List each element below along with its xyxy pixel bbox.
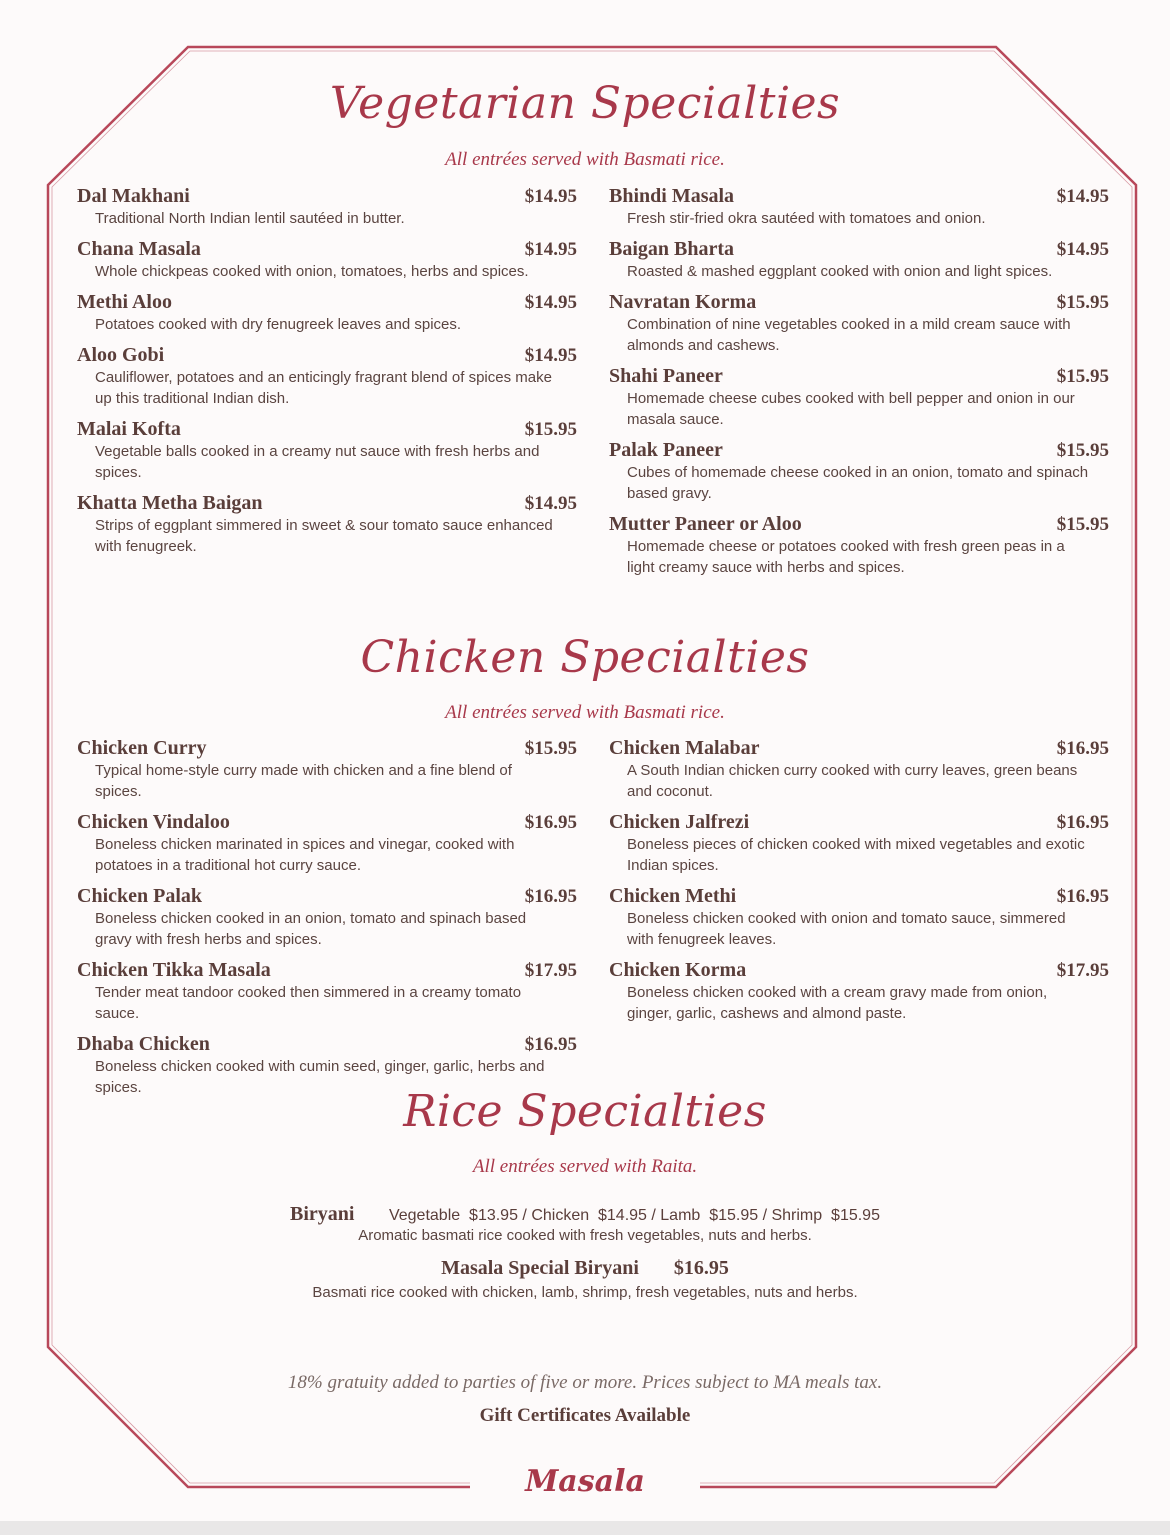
chicken-left-column — [77, 737, 577, 1107]
menu-item — [77, 291, 577, 335]
menu-item-price: $16.95 — [1056, 886, 1109, 907]
menu-item — [77, 737, 577, 802]
menu-item-price: $14.95 — [524, 186, 577, 207]
menu-item-header — [77, 238, 577, 261]
menu-item — [77, 885, 577, 950]
menu-item — [77, 418, 577, 483]
menu-item-header — [609, 238, 1109, 261]
menu-item-description: Boneless chicken cooked in an onion, tomato and spinach based gravy with fresh herbs and spices. — [95, 910, 527, 948]
brand-logo: Masala — [525, 1464, 645, 1499]
menu-item — [77, 238, 577, 282]
menu-item — [609, 885, 1109, 950]
menu-item-name: Chana Masala — [77, 238, 201, 260]
menu-item-description: Tender meat tandoor cooked then simmered in a creamy tomato sauce. — [95, 984, 522, 1022]
menu-item-description: Cauliflower, potatoes and an enticingly fragrant blend of spices make up this traditional Indian dish. — [95, 369, 552, 407]
menu-item-description: Boneless pieces of chicken cooked with mixed vegetables and exotic Indian spices. — [627, 836, 1085, 874]
menu-item-header — [77, 885, 577, 908]
menu-item — [77, 811, 577, 876]
menu-item-name: Khatta Metha Baigan — [77, 492, 263, 514]
menu-item — [77, 344, 577, 409]
menu-item-name: Baigan Bharta — [609, 238, 735, 260]
menu-item — [609, 737, 1109, 802]
menu-item — [609, 439, 1109, 504]
vegetarian-left-column — [77, 185, 577, 566]
menu-item-price: $16.95 — [1056, 812, 1109, 833]
menu-item-header — [609, 439, 1109, 462]
menu-item-name: Shahi Paneer — [609, 365, 723, 387]
menu-item-name: Chicken Palak — [77, 885, 203, 907]
menu-item-description: Roasted & mashed eggplant cooked with onion and light spices. — [627, 263, 1053, 280]
menu-item-price: $14.95 — [1056, 239, 1109, 260]
menu-item-price: $15.95 — [524, 738, 577, 759]
menu-item-name: Palak Paneer — [609, 439, 723, 461]
menu-item-name: Chicken Methi — [609, 885, 737, 907]
menu-item-name: Bhindi Masala — [609, 185, 735, 207]
menu-item-name: Chicken Korma — [609, 959, 747, 981]
menu-item-header — [609, 513, 1109, 536]
special-biryani-description: Basmati rice cooked with chicken, lamb, shrimp, fresh vegetables, nuts and herbs. — [312, 1284, 858, 1301]
menu-item-description: Combination of nine vegetables cooked in a mild cream sauce with almonds and cashews. — [627, 316, 1071, 354]
chicken-note: All entrées served with Basmati rice. — [445, 702, 725, 723]
menu-item-price: $15.95 — [1056, 366, 1109, 387]
menu-item-price: $14.95 — [524, 292, 577, 313]
menu-item-description: Typical home-style curry made with chicken and a fine blend of spices. — [95, 762, 512, 800]
special-biryani-line — [0, 1257, 1170, 1280]
menu-item-description: Traditional North Indian lentil sautéed in butter. — [95, 210, 405, 227]
menu-item-header — [77, 737, 577, 760]
menu-item-price: $14.95 — [524, 345, 577, 366]
menu-item — [609, 238, 1109, 282]
page-bottom-strip — [0, 1521, 1170, 1535]
menu-item-description: Homemade cheese or potatoes cooked with fresh green peas in a light creamy sauce with herbs and spices. — [627, 538, 1065, 576]
menu-item-header — [609, 365, 1109, 388]
vegetarian-right-column — [609, 185, 1109, 587]
menu-item-price: $16.95 — [1056, 738, 1109, 759]
menu-item-name: Navratan Korma — [609, 291, 757, 313]
menu-item-description: A South Indian chicken curry cooked with curry leaves, green beans and coconut. — [627, 762, 1078, 800]
menu-item — [609, 513, 1109, 578]
menu-item-description: Homemade cheese cubes cooked with bell pepper and onion in our masala sauce. — [627, 390, 1075, 428]
menu-item-header — [609, 291, 1109, 314]
menu-item-header — [609, 811, 1109, 834]
menu-item-name: Mutter Paneer or Aloo — [609, 513, 802, 535]
menu-item-price: $16.95 — [524, 1034, 577, 1055]
menu-item-description: Vegetable balls cooked in a creamy nut sauce with fresh herbs and spices. — [95, 443, 540, 481]
biryani-line — [0, 1203, 1170, 1226]
menu-item-header — [77, 811, 577, 834]
menu-item-name: Chicken Vindaloo — [77, 811, 230, 833]
menu-item — [609, 959, 1109, 1024]
menu-item-description: Potatoes cooked with dry fenugreek leaves and spices. — [95, 316, 462, 333]
menu-item-price: $17.95 — [1056, 960, 1109, 981]
menu-item-price: $17.95 — [524, 960, 577, 981]
menu-item-name: Chicken Jalfrezi — [609, 811, 750, 833]
menu-item-description: Boneless chicken cooked with a cream gravy made from onion, ginger, garlic, cashews and almond paste. — [627, 984, 1048, 1022]
rice-note: All entrées served with Raita. — [472, 1156, 698, 1177]
menu-item-header — [77, 492, 577, 515]
biryani-description: Aromatic basmati rice cooked with fresh vegetables, nuts and herbs. — [358, 1227, 812, 1244]
special-biryani-price: $16.95 — [673, 1257, 729, 1279]
vegetarian-note: All entrées served with Basmati rice. — [445, 149, 725, 170]
menu-item-header — [77, 185, 577, 208]
menu-item-name: Dhaba Chicken — [77, 1033, 210, 1055]
menu-item-description: Cubes of homemade cheese cooked in an onion, tomato and spinach based gravy. — [627, 464, 1089, 502]
menu-item-header — [77, 291, 577, 314]
menu-item-price: $14.95 — [1056, 186, 1109, 207]
menu-item-header — [77, 1033, 577, 1056]
menu-item-header — [77, 418, 577, 441]
vegetarian-title: Vegetarian Specialties — [329, 78, 841, 129]
menu-item-header — [609, 885, 1109, 908]
menu-item-price: $14.95 — [524, 493, 577, 514]
menu-item — [609, 365, 1109, 430]
gift-certificates: Gift Certificates Available — [479, 1405, 691, 1426]
menu-item-name: Chicken Malabar — [609, 737, 760, 759]
menu-item-description: Boneless chicken marinated in spices and vinegar, cooked with potatoes in a traditional hot curry sauce. — [95, 836, 515, 874]
menu-item-price: $15.95 — [524, 419, 577, 440]
menu-item — [77, 185, 577, 229]
menu-item-header — [609, 737, 1109, 760]
menu-item-price: $15.95 — [1056, 292, 1109, 313]
biryani-label: Biryani — [290, 1203, 355, 1225]
menu-item-price: $16.95 — [524, 886, 577, 907]
chicken-right-column — [609, 737, 1109, 1033]
menu-item-header — [77, 344, 577, 367]
menu-item-name: Chicken Tikka Masala — [77, 959, 271, 981]
menu-item-header — [609, 185, 1109, 208]
gratuity-note: 18% gratuity added to parties of five or more. Prices subject to MA meals tax. — [287, 1372, 883, 1393]
menu-item-price: $15.95 — [1056, 440, 1109, 461]
menu-item-price: $15.95 — [1056, 514, 1109, 535]
menu-item-description: Whole chickpeas cooked with onion, tomatoes, herbs and spices. — [95, 263, 529, 280]
menu-item-name: Chicken Curry — [77, 737, 207, 759]
menu-item-description: Fresh stir-fried okra sautéed with tomatoes and onion. — [627, 210, 986, 227]
menu-item — [77, 959, 577, 1024]
chicken-title: Chicken Specialties — [360, 632, 810, 683]
menu-item-price: $14.95 — [524, 239, 577, 260]
menu-item-name: Malai Kofta — [77, 418, 181, 440]
menu-item-description: Boneless chicken cooked with cumin seed, ginger, garlic, herbs and spices. — [95, 1058, 545, 1096]
menu-item-header — [77, 959, 577, 982]
special-biryani-name: Masala Special Biryani — [441, 1257, 639, 1279]
menu-item-name: Methi Aloo — [77, 291, 172, 313]
biryani-options: Vegetable $13.95 / Chicken $14.95 / Lamb $15.95 / Shrimp $15.95 — [388, 1207, 880, 1224]
menu-item-description: Boneless chicken cooked with onion and tomato sauce, simmered with fenugreek leaves. — [627, 910, 1066, 948]
menu-item — [609, 185, 1109, 229]
rice-title: Rice Specialties — [403, 1086, 767, 1137]
menu-item-header — [609, 959, 1109, 982]
menu-item — [609, 291, 1109, 356]
menu-item — [609, 811, 1109, 876]
menu-item-price: $16.95 — [524, 812, 577, 833]
menu-item-name: Dal Makhani — [77, 185, 190, 207]
menu-item-description: Strips of eggplant simmered in sweet & sour tomato sauce enhanced with fenugreek. — [95, 517, 553, 555]
menu-item-name: Aloo Gobi — [77, 344, 165, 366]
menu-item — [77, 492, 577, 557]
